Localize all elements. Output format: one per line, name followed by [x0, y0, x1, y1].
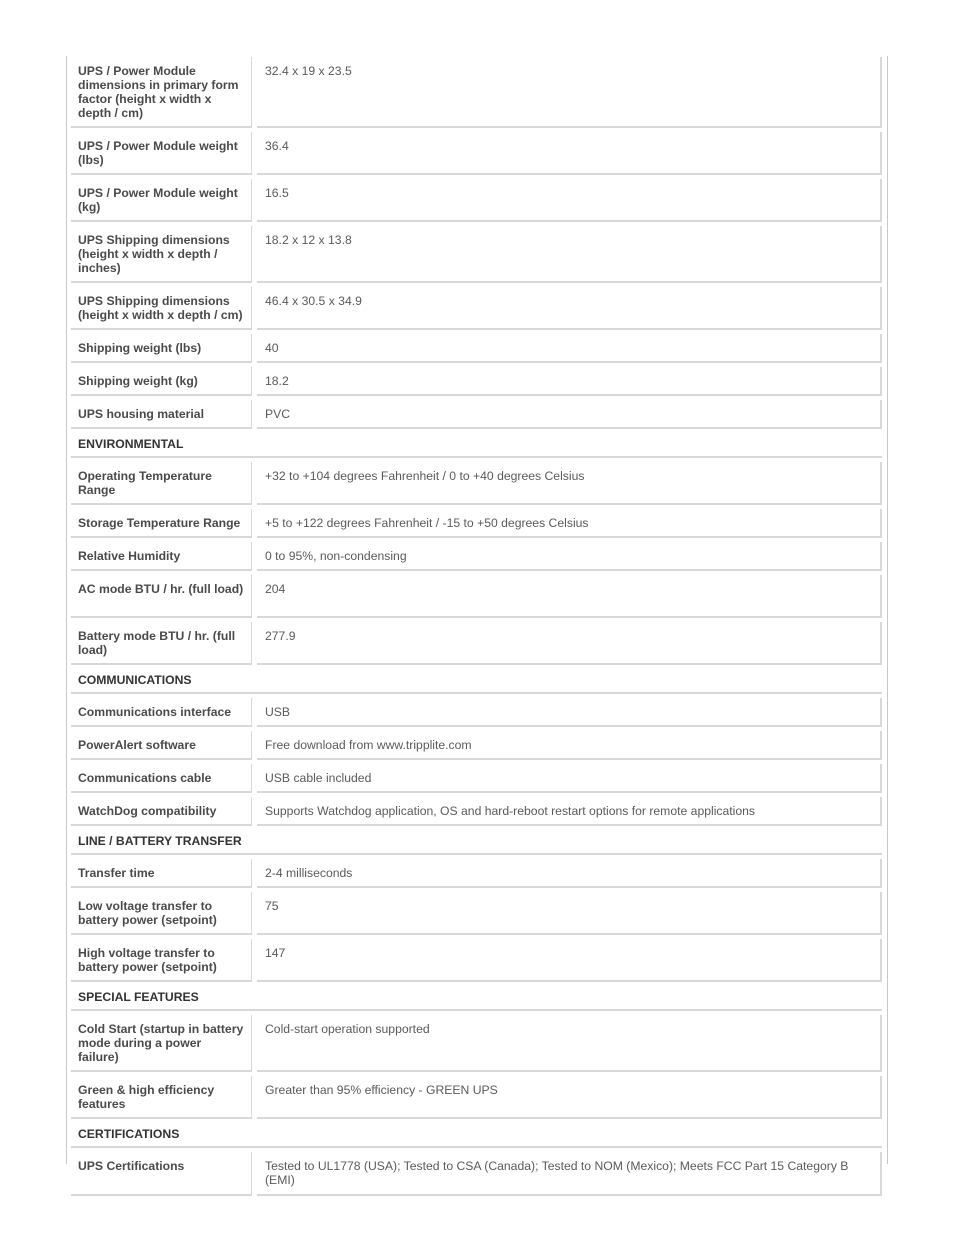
spec-row	[71, 731, 882, 760]
spec-value: PVC	[257, 400, 882, 429]
spec-row	[71, 939, 882, 982]
spec-label: Communications cable	[71, 764, 252, 793]
section-header: ENVIRONMENTAL	[71, 433, 882, 458]
spec-row	[71, 797, 882, 826]
spec-value: 40	[257, 334, 882, 363]
spec-label: UPS Certifications	[71, 1152, 252, 1196]
spec-label: High voltage transfer to battery power (setpoint)	[71, 939, 252, 982]
spec-row	[71, 132, 882, 175]
spec-row	[71, 892, 882, 935]
spec-row	[71, 509, 882, 538]
spec-value: Cold-start operation supported	[257, 1015, 882, 1072]
spec-value: 0 to 95%, non-condensing	[257, 542, 882, 571]
spec-value: Free download from www.tripplite.com	[257, 731, 882, 760]
spec-label: UPS Shipping dimensions (height x width x depth / inches)	[71, 226, 252, 283]
spec-row	[71, 764, 882, 793]
spec-value: USB	[257, 698, 882, 727]
spec-value: +5 to +122 degrees Fahrenheit / -15 to +50 degrees Celsius	[257, 509, 882, 538]
spec-value: 16.5	[257, 179, 882, 222]
spec-label: Communications interface	[71, 698, 252, 727]
spec-label: UPS housing material	[71, 400, 252, 429]
spec-label: WatchDog compatibility	[71, 797, 252, 826]
section-header: LINE / BATTERY TRANSFER	[71, 830, 882, 855]
spec-label: UPS / Power Module weight (lbs)	[71, 132, 252, 175]
spec-label: UPS / Power Module weight (kg)	[71, 179, 252, 222]
spec-value: 277.9	[257, 622, 882, 665]
spec-label: UPS Shipping dimensions (height x width x depth / cm)	[71, 287, 252, 330]
spec-row	[71, 1152, 882, 1196]
spec-value: 2-4 milliseconds	[257, 859, 882, 888]
spec-row	[71, 542, 882, 571]
spec-value: +32 to +104 degrees Fahrenheit / 0 to +40 degrees Celsius	[257, 462, 882, 505]
spec-value: 204	[257, 575, 882, 618]
spec-row	[71, 1015, 882, 1072]
spec-row	[71, 57, 882, 128]
spec-value: 147	[257, 939, 882, 982]
spec-row	[71, 1076, 882, 1119]
spec-row	[71, 226, 882, 283]
spec-value: 46.4 x 30.5 x 34.9	[257, 287, 882, 330]
spec-value: USB cable included	[257, 764, 882, 793]
spec-value: 36.4	[257, 132, 882, 175]
spec-label: PowerAlert software	[71, 731, 252, 760]
spec-label: Operating Temperature Range	[71, 462, 252, 505]
spec-label: Storage Temperature Range	[71, 509, 252, 538]
spec-row	[71, 698, 882, 727]
spec-row	[71, 575, 882, 618]
spec-table	[71, 57, 882, 1200]
spec-row	[71, 622, 882, 665]
spec-label: Battery mode BTU / hr. (full load)	[71, 622, 252, 665]
spec-label: Cold Start (startup in battery mode during a power failure)	[71, 1015, 252, 1072]
spec-label: UPS / Power Module dimensions in primary form factor (height x width x depth / cm)	[71, 57, 252, 128]
spec-row	[71, 287, 882, 330]
spec-row	[71, 367, 882, 396]
section-header: COMMUNICATIONS	[71, 669, 882, 694]
spec-value: 18.2	[257, 367, 882, 396]
spec-row	[71, 334, 882, 363]
spec-row	[71, 400, 882, 429]
spec-row	[71, 179, 882, 222]
spec-value: 32.4 x 19 x 23.5	[257, 57, 882, 128]
spec-row	[71, 462, 882, 505]
spec-label: Relative Humidity	[71, 542, 252, 571]
spec-label: Shipping weight (kg)	[71, 367, 252, 396]
spec-label: Shipping weight (lbs)	[71, 334, 252, 363]
spec-label: Low voltage transfer to battery power (setpoint)	[71, 892, 252, 935]
spec-value: Tested to UL1778 (USA); Tested to CSA (Canada); Tested to NOM (Mexico); Meets FCC Part 15 Category B (EMI)	[257, 1152, 882, 1196]
spec-label: Green & high efficiency features	[71, 1076, 252, 1119]
spec-label: Transfer time	[71, 859, 252, 888]
spec-value: Greater than 95% efficiency - GREEN UPS	[257, 1076, 882, 1119]
spec-label: AC mode BTU / hr. (full load)	[71, 575, 252, 618]
section-header: SPECIAL FEATURES	[71, 986, 882, 1011]
spec-value: Supports Watchdog application, OS and hard-reboot restart options for remote applications	[257, 797, 882, 826]
spec-value: 18.2 x 12 x 13.8	[257, 226, 882, 283]
section-header: CERTIFICATIONS	[71, 1123, 882, 1148]
spec-row	[71, 859, 882, 888]
spec-value: 75	[257, 892, 882, 935]
